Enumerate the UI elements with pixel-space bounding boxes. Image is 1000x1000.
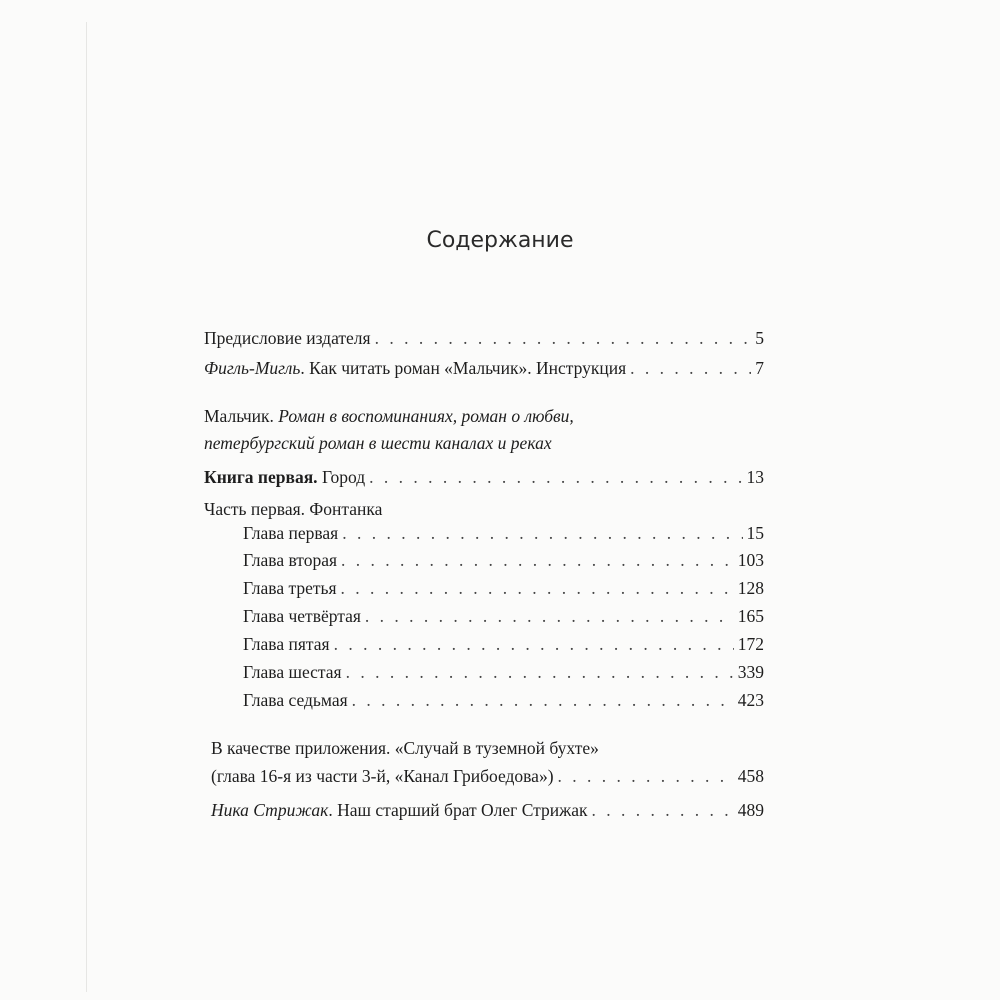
entry-label: Глава шестая: [243, 662, 342, 682]
leader-dots: [558, 765, 734, 787]
entry-label: Глава вторая: [243, 550, 338, 570]
entry-label: Глава пятая: [243, 634, 330, 654]
leader-dots: [630, 357, 751, 379]
toc-entry-chapter-3[interactable]: [243, 577, 764, 599]
leader-dots: [369, 466, 742, 488]
entry-label: Глава третья: [243, 578, 337, 598]
entry-label: Глава седьмая: [243, 690, 348, 710]
book-bold-label: Книга первая.: [204, 467, 318, 487]
novel-heading-line2: [204, 432, 552, 454]
leader-dots: [365, 605, 734, 627]
page-number: 458: [737, 766, 764, 786]
page-number: 5: [755, 328, 764, 348]
entry-title: . Наш старший брат Олег Стрижак: [328, 800, 588, 820]
page-number: 103: [737, 550, 764, 570]
appendix-line1: В качестве приложения. «Случай в туземной бухте»: [211, 738, 599, 758]
toc-entry-chapter-7[interactable]: [243, 689, 764, 711]
novel-name: Мальчик.: [204, 406, 274, 426]
toc-entry-chapter-5[interactable]: [243, 633, 764, 655]
leader-dots: [346, 661, 734, 683]
part-one-heading: Часть первая. Фонтанка: [204, 499, 383, 519]
entry-title: . Как читать роман «Мальчик». Инструкция: [300, 358, 627, 378]
toc-entry-appendix[interactable]: [211, 765, 764, 787]
entry-label: (глава 16-я из части 3-й, «Канал Грибоедова»): [211, 766, 554, 786]
page-number: 339: [737, 662, 764, 682]
entry-label: [211, 799, 588, 821]
entry-label: Глава четвёртая: [243, 606, 361, 626]
page-number: 7: [755, 358, 764, 378]
toc-entry-chapter-2[interactable]: [243, 549, 764, 571]
leader-dots: [342, 522, 742, 544]
toc-entry-book-one[interactable]: [204, 466, 764, 488]
page-number: 15: [746, 523, 764, 543]
novel-subtitle-1: Роман в воспоминаниях, роман о любви,: [278, 406, 574, 426]
toc-entry-nika[interactable]: [211, 799, 764, 821]
leader-dots: [341, 577, 734, 599]
leader-dots: [352, 689, 734, 711]
entry-label: Предисловие издателя: [204, 328, 371, 348]
entry-label: [204, 466, 365, 488]
novel-heading-line1: [204, 405, 574, 427]
page-number: 172: [737, 634, 764, 654]
toc-entry-preface[interactable]: [204, 327, 764, 349]
toc-entry-chapter-4[interactable]: [243, 605, 764, 627]
page-number: 13: [746, 467, 764, 487]
entry-author: Фигль-Мигль: [204, 358, 301, 378]
page-number: 423: [737, 690, 764, 710]
contents-title: Содержание: [426, 228, 574, 253]
leader-dots: [375, 327, 752, 349]
novel-subtitle-2: петербургский роман в шести каналах и реках: [204, 433, 552, 453]
leader-dots: [592, 799, 734, 821]
entry-author: Ника Стрижак: [211, 800, 329, 820]
toc-entry-chapter-1[interactable]: [243, 522, 764, 544]
toc-entry-figl[interactable]: [204, 357, 764, 379]
leader-dots: [341, 549, 734, 571]
page-number: 489: [737, 800, 764, 820]
page-number: 128: [737, 578, 764, 598]
book-title: Город: [321, 467, 366, 487]
page-number: 165: [737, 606, 764, 626]
leader-dots: [334, 633, 734, 655]
entry-label: [204, 357, 626, 379]
toc-entry-chapter-6[interactable]: [243, 661, 764, 683]
entry-label: Глава первая: [243, 523, 339, 543]
